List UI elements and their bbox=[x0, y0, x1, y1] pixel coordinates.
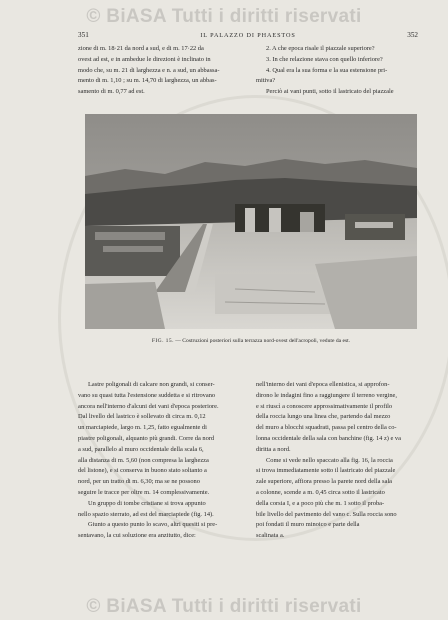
text-line: e si riuscì a conoscere approssimativamente il profilo bbox=[256, 402, 393, 410]
text-line: ancora nell'interno d'alcuni dei vani d'epoca posteriore. bbox=[78, 402, 219, 410]
watermark-bottom: © BiASA Tutti i diritti riservati bbox=[86, 596, 362, 617]
running-title: IL PALAZZO DI PHAESTOS bbox=[200, 31, 296, 39]
column-bottom-right bbox=[256, 380, 419, 542]
text-line: Lastre poligonali di calcare non grandi, si conser- bbox=[88, 381, 215, 388]
text-line: del muro a blocchi squadrati, passa pel centro della co- bbox=[256, 424, 397, 432]
text-line: lonna occidentale della sala con banchine (fig. 14 z) e va bbox=[256, 434, 401, 442]
text-line: nell'interno dei vani d'epoca ellenistica, si approfon- bbox=[256, 381, 390, 388]
page-number-right: 352 bbox=[407, 31, 418, 39]
text-line: a colonne, scende a m. 0,45 circa sotto il lastricato bbox=[256, 488, 385, 496]
text-line: ovest ad est, e in ambedue le direzioni è inclinato in bbox=[78, 55, 211, 63]
text-line: samento di m. 0,77 ad est. bbox=[78, 88, 145, 96]
text-line: nord, per un tratto di m. 6,30; ma se ne possono bbox=[78, 478, 200, 486]
page-number-left: 351 bbox=[78, 31, 89, 39]
text-line: sentavano, la cui soluzione era anzitutto, dice: bbox=[78, 532, 196, 540]
text-line: modo che, su m. 21 di larghezza e n. a sud, un abbassa- bbox=[78, 66, 220, 74]
excavation-photograph bbox=[85, 114, 417, 329]
text-line: piastre poligonali, alquanto più grandi. Corre da nord bbox=[78, 434, 215, 442]
text-line: della roccia lungo una linea che, partendo dal mezzo bbox=[256, 413, 391, 421]
text-line: a sud, parallelo al muro occidentale della scala 6, bbox=[78, 445, 204, 453]
text-line: un marciapiede, largo m. 1,25, fatto egualmente di bbox=[78, 424, 207, 432]
text-line: Un gruppo di tombe cristiane si trova appunto bbox=[88, 499, 206, 507]
text-line: seguire le tracce per oltre m. 14 complessivamente. bbox=[78, 488, 210, 496]
text-line: Giunto a questo punto lo scavo, altri quesiti si pre- bbox=[88, 521, 218, 529]
page-header bbox=[78, 29, 418, 41]
text-line: mitiva? bbox=[256, 77, 276, 85]
text-line: 4. Qual era la sua forma e la sua estensione pri- bbox=[266, 66, 388, 74]
figure-label: FIG. 15. bbox=[151, 338, 174, 344]
watermark-top: © BiASA Tutti i diritti riservati bbox=[86, 6, 362, 27]
text-line: nello spazio sterrato, ad est del marciapiede (fig. 14). bbox=[78, 510, 214, 518]
text-line: 3. In che relazione stava con quello inferiore? bbox=[266, 55, 383, 63]
text-line: diritta a nord. bbox=[256, 445, 291, 453]
column-top-right bbox=[256, 44, 419, 98]
text-line: dirono le indagini fino a raggiungere il terreno vergine, bbox=[256, 391, 397, 399]
text-line: scalinata a. bbox=[256, 532, 285, 540]
text-line: alla distanza di m. 5,60 (non compresa la larghezza bbox=[78, 456, 209, 464]
text-line: bile livello del pavimento del vano c. Sulla roccia sono bbox=[256, 510, 397, 518]
column-bottom-left bbox=[78, 380, 241, 542]
text-line: mento di m. 1,10 ; su m. 14,70 di larghezza, un abbas- bbox=[78, 77, 217, 85]
text-line: zale superiore, affiora presso la parete nord della sala bbox=[256, 478, 392, 486]
photograph-image bbox=[85, 114, 417, 329]
figure-caption bbox=[85, 338, 417, 344]
text-line: Perciò ai vani punti, sotto il lastricato del piazzale bbox=[266, 88, 394, 96]
column-top-left bbox=[78, 44, 241, 98]
text-line: vano su quasi tutta l'estensione suddetta e si ritrovano bbox=[78, 391, 216, 399]
text-line: della corsia I, e a poco più che m. 1 sotto il proba- bbox=[256, 499, 385, 507]
figure-caption-text: — Costruzioni posteriori sulla terrazza nord-ovest dell'acropoli, vedute da est. bbox=[175, 338, 351, 344]
text-line: zione di m. 18·21 da nord a sud, e di m. 17·22 da bbox=[78, 45, 204, 52]
text-line: poi fondati il muro minoico e parte della bbox=[256, 521, 360, 529]
text-line: Come si vede nello spaccato alla fig. 16, la roccia bbox=[266, 456, 393, 464]
text-line: si trova immediatamente sotto il lastricato del piazzale bbox=[256, 467, 396, 475]
text-line: Dal livello del lastrico è sollevato di circa m. 0,12 bbox=[78, 413, 206, 421]
text-line: del listone), e si conserva in buono stato soltanto a bbox=[78, 467, 207, 475]
text-line: 2. A che epoca risale il piazzale superiore? bbox=[266, 45, 375, 52]
